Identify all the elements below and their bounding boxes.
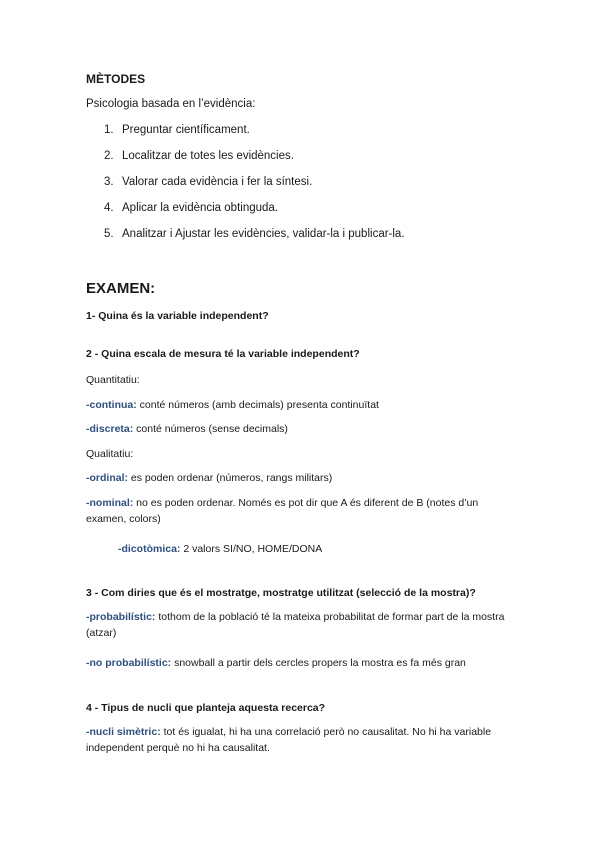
definition-nucli-simetric: [86, 724, 516, 756]
question-3: 3 - Com diries que és el mostratge, mostratge utilitzat (selecció de la mostra)?: [86, 587, 476, 599]
definition-dicotomica: [118, 541, 322, 557]
list-number: 4.: [104, 202, 114, 214]
term-discreta: -discreta:: [86, 423, 134, 435]
text-dicotomica: 2 valors SI/NO, HOME/DONA: [180, 543, 323, 555]
question-4: 4 - Tipus de nucli que planteja aquesta recerca?: [86, 702, 326, 714]
term-continua: -continua:: [86, 399, 137, 411]
list-text: Aplicar la evidència obtinguda.: [122, 202, 278, 214]
list-item: [104, 228, 405, 240]
term-ordinal: -ordinal:: [86, 472, 128, 484]
list-text: Preguntar científicament.: [122, 124, 250, 136]
list-text: Valorar cada evidència i fer la síntesi.: [122, 176, 313, 188]
term-dicotomica: -dicotòmica:: [118, 543, 181, 555]
text-continua: conté números (amb decimals) presenta continuïtat: [136, 399, 379, 411]
term-nominal: -nominal:: [86, 497, 134, 509]
list-item: [104, 176, 313, 188]
question-2: 2 - Quina escala de mesura té la variable independent?: [86, 348, 360, 360]
text-ordinal: es poden ordenar (números, rangs militars): [128, 472, 333, 484]
definition-no-probabilistic: [86, 655, 466, 671]
list-item: [104, 202, 278, 214]
term-probabilistic: -probabilístic:: [86, 611, 156, 623]
term-no-probabilistic: -no probabilístic:: [86, 657, 172, 669]
text-no-probabilistic: snowball a partir dels cercles propers la mostra es fa més gran: [171, 657, 466, 669]
text-probabilistic: tothom de la població té la mateixa probabilitat de formar part de la mostra (atzar): [86, 611, 505, 639]
section-title-examen: EXAMEN:: [86, 280, 156, 297]
list-item: [104, 150, 294, 162]
list-text: Localitzar de totes les evidències.: [122, 150, 294, 162]
list-item: [104, 124, 250, 136]
intro-text: Psicologia basada en l’evidència:: [86, 98, 256, 110]
definition-discreta: [86, 421, 288, 437]
question-1: 1- Quina és la variable independent?: [86, 310, 269, 322]
definition-nominal: [86, 495, 516, 527]
term-nucli-simetric: -nucli simètric:: [86, 726, 161, 738]
qualitatiu-label: Qualitatiu:: [86, 448, 134, 460]
text-discreta: conté números (sense decimals): [133, 423, 288, 435]
list-number: 2.: [104, 150, 114, 162]
list-text: Analitzar i Ajustar les evidències, validar-la i publicar-la.: [122, 228, 405, 240]
definition-probabilistic: [86, 609, 506, 641]
definition-continua: [86, 397, 379, 413]
section-title-metodes: MÈTODES: [86, 72, 146, 86]
quantitatiu-label: Quantitatiu:: [86, 374, 140, 386]
text-nucli-simetric: tot és igualat, hi ha una correlació però no causalitat. No hi ha variable independent perquè no hi ha causalitat.: [86, 726, 492, 754]
list-number: 1.: [104, 124, 114, 136]
list-number: 5.: [104, 228, 114, 240]
text-nominal: no es poden ordenar. Només es pot dir que A és diferent de B (notes d’un examen, colors): [86, 497, 479, 525]
definition-ordinal: [86, 470, 332, 486]
list-number: 3.: [104, 176, 114, 188]
